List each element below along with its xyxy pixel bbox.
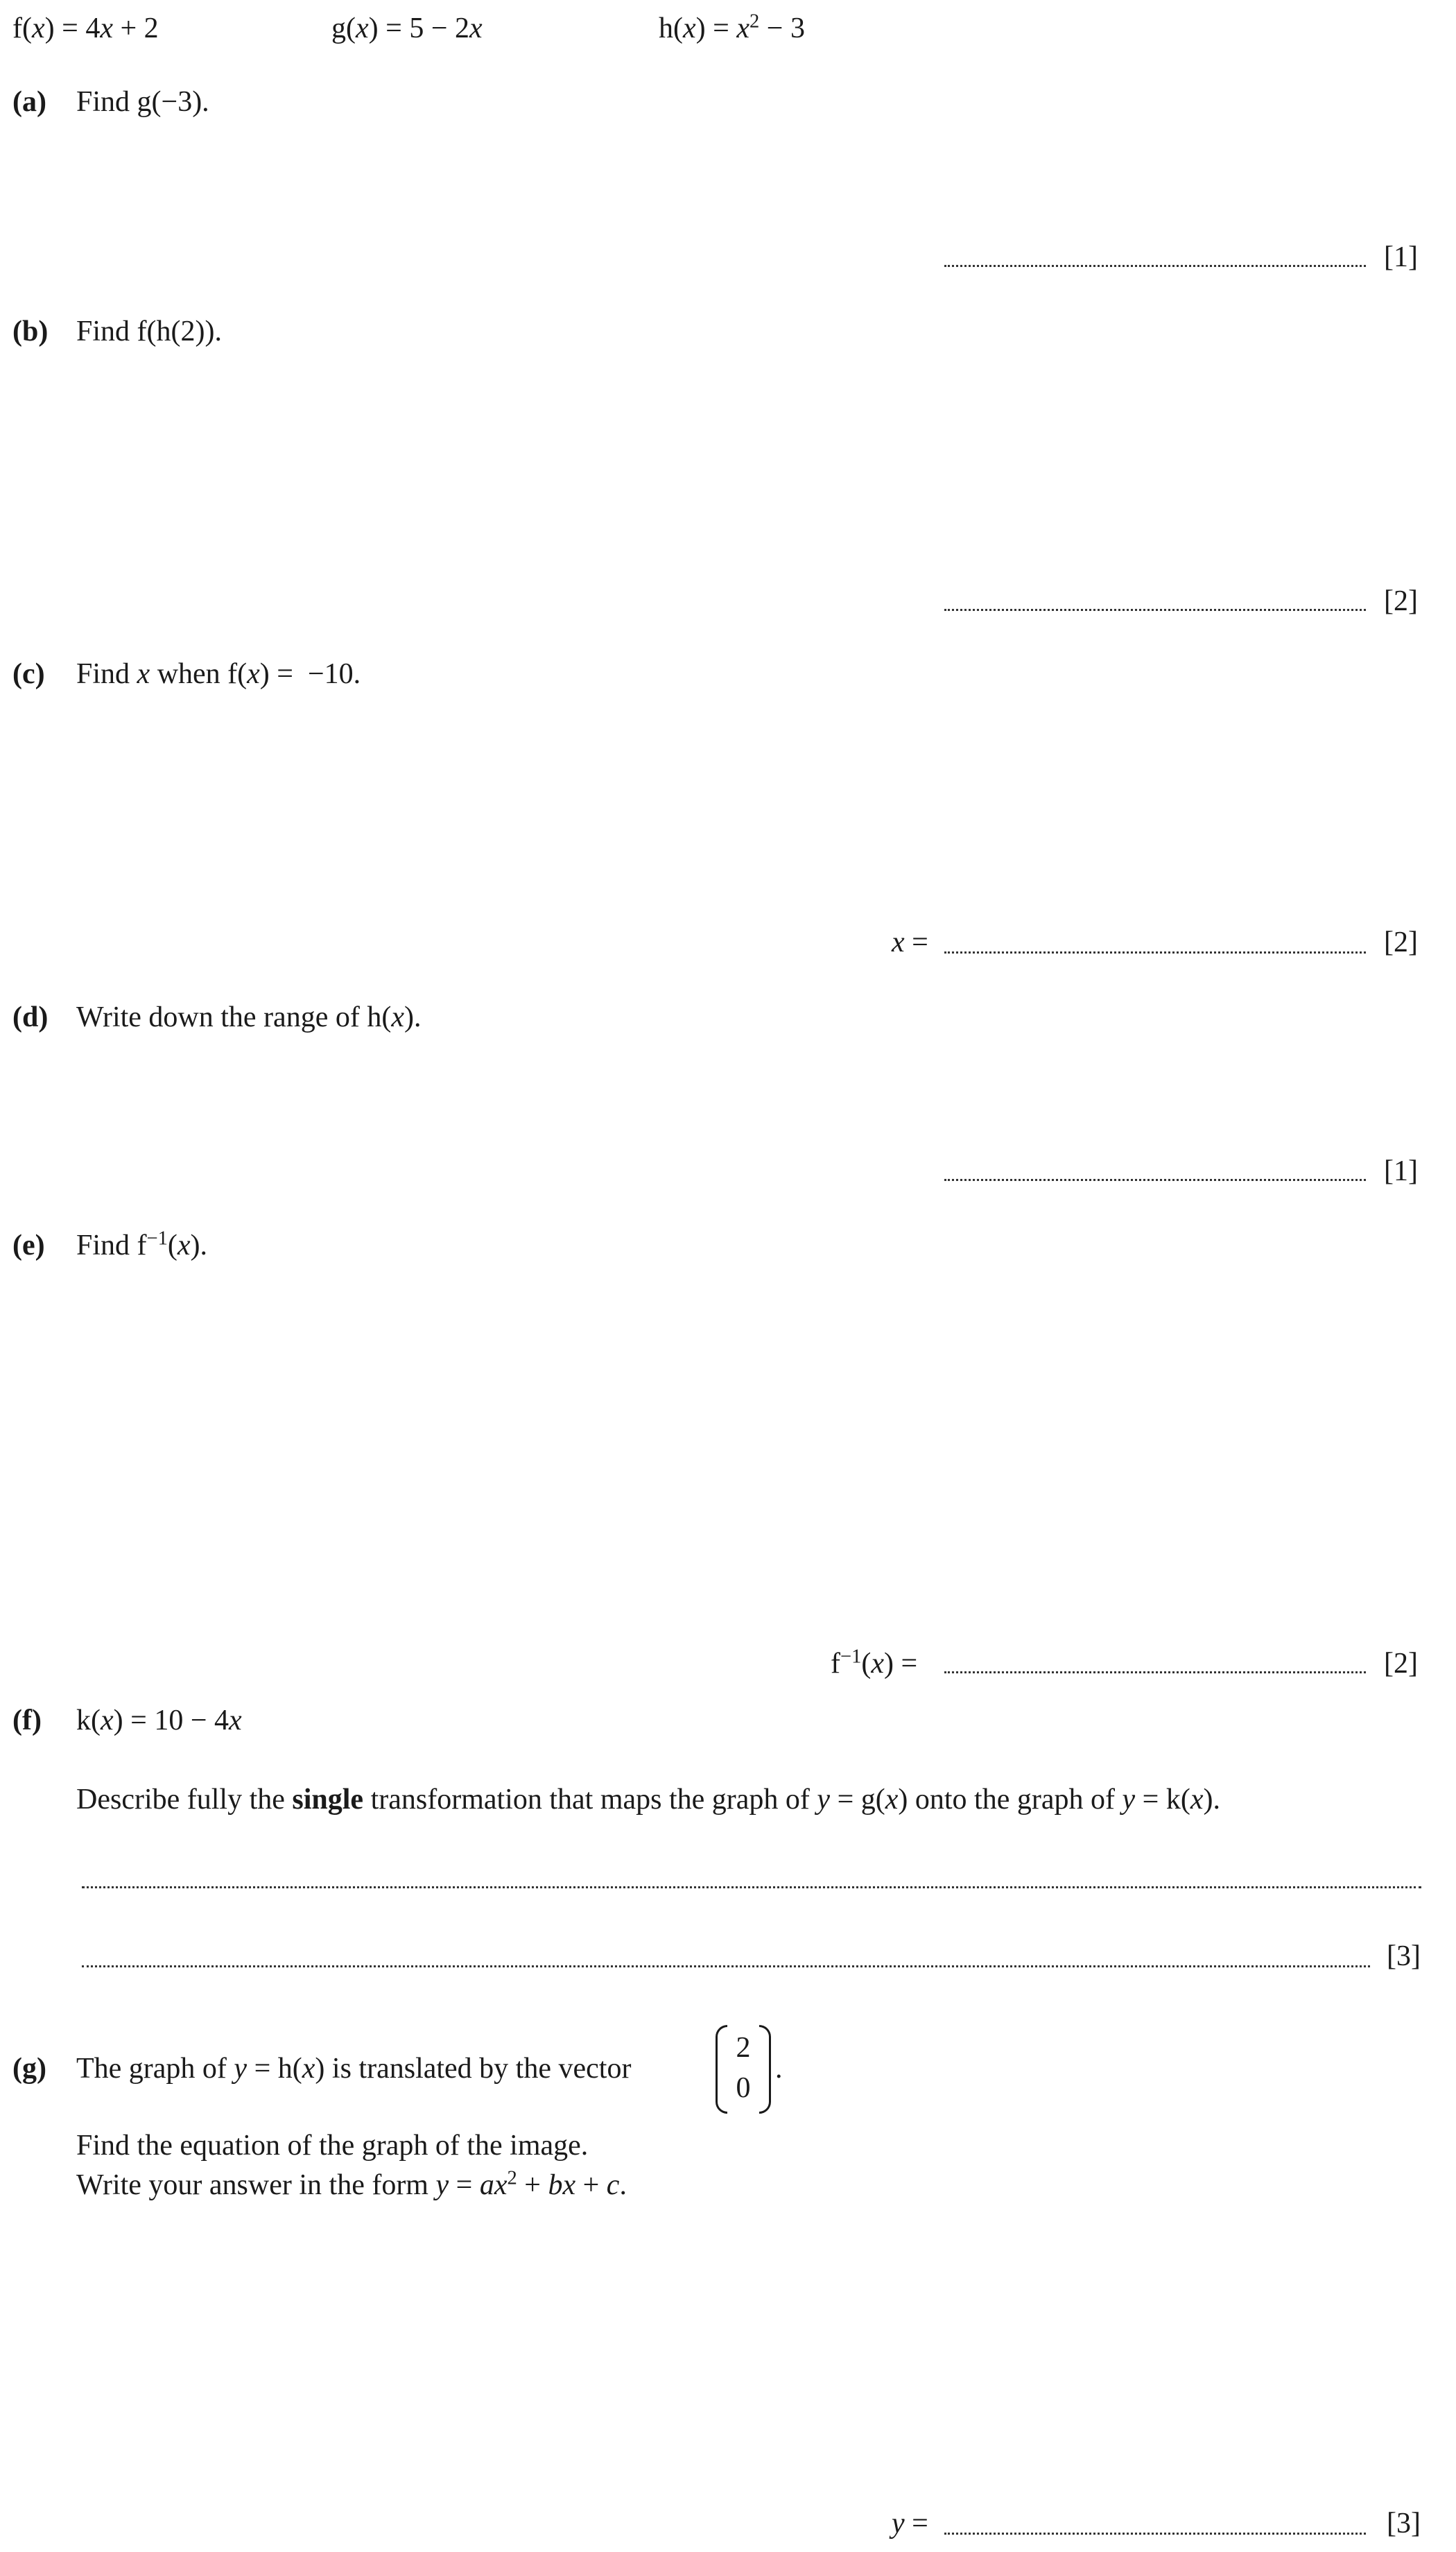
answer-line-g[interactable] — [944, 2533, 1366, 2535]
marks-d: [1] — [1384, 1155, 1418, 1187]
marks-a: [1] — [1384, 241, 1418, 273]
part-f-label: (f) — [12, 1705, 42, 1736]
vector-top: 2 — [736, 2032, 751, 2064]
answer-prefix-e: $f^{-1}(x)$ = — [831, 1646, 918, 1680]
marks-c: [2] — [1384, 926, 1418, 958]
answer-line-e[interactable] — [944, 1671, 1366, 1673]
answer-line-f1[interactable] — [82, 1886, 1421, 1888]
part-b-label: (b) — [12, 316, 49, 347]
part-d-prompt: Write down the range of h(x). — [76, 1001, 422, 1033]
part-e-prompt: Find $f^{-1}(x)$. — [76, 1227, 208, 1261]
marks-g: [3] — [1387, 2508, 1421, 2540]
g-definition: g(x) = 5 − 2x — [331, 12, 483, 44]
marks-b: [2] — [1384, 585, 1418, 617]
part-a-prompt: Find g(−3). — [76, 86, 209, 118]
marks-f: [3] — [1387, 1940, 1421, 1972]
part-f-definition: k(x) = 10 − 4x — [76, 1705, 242, 1736]
translation-vector — [716, 2025, 771, 2112]
part-f-prompt: Describe fully the single transformation that maps the graph of y = g(x) onto the graph of y = k(x). — [76, 1784, 1220, 1816]
part-c-label: (c) — [12, 658, 45, 690]
part-g-label: (g) — [12, 2053, 46, 2085]
answer-line-d[interactable] — [944, 1179, 1366, 1181]
part-d-label: (d) — [12, 1001, 49, 1033]
part-e-label: (e) — [12, 1230, 45, 1261]
answer-line-f2[interactable] — [82, 1965, 1370, 1967]
f-definition: f(x) = 4x + 2 — [12, 12, 159, 44]
h-definition: $h(x) = x^2 - 3$ — [659, 10, 805, 44]
answer-line-a[interactable] — [944, 265, 1366, 267]
part-g-prompt: The graph of y = h(x) is translated by the vector — [76, 2053, 632, 2085]
marks-e: [2] — [1384, 1648, 1418, 1680]
answer-prefix-c: x = — [892, 926, 928, 958]
part-g-line3: Write your answer in the form $y = ax^2$ + bx + c. — [76, 2167, 627, 2201]
part-b-prompt: Find f(h(2)). — [76, 316, 222, 347]
answer-line-b[interactable] — [944, 609, 1366, 611]
part-c-prompt: Find x when f(x) = −10. — [76, 658, 361, 690]
answer-prefix-g: y = — [892, 2508, 928, 2540]
vector-bottom: 0 — [736, 2072, 751, 2104]
part-g-line2: Find the equation of the graph of the image. — [76, 2130, 589, 2162]
part-a-label: (a) — [12, 86, 46, 118]
vector-period: . — [775, 2053, 783, 2085]
answer-line-c[interactable] — [944, 951, 1366, 954]
